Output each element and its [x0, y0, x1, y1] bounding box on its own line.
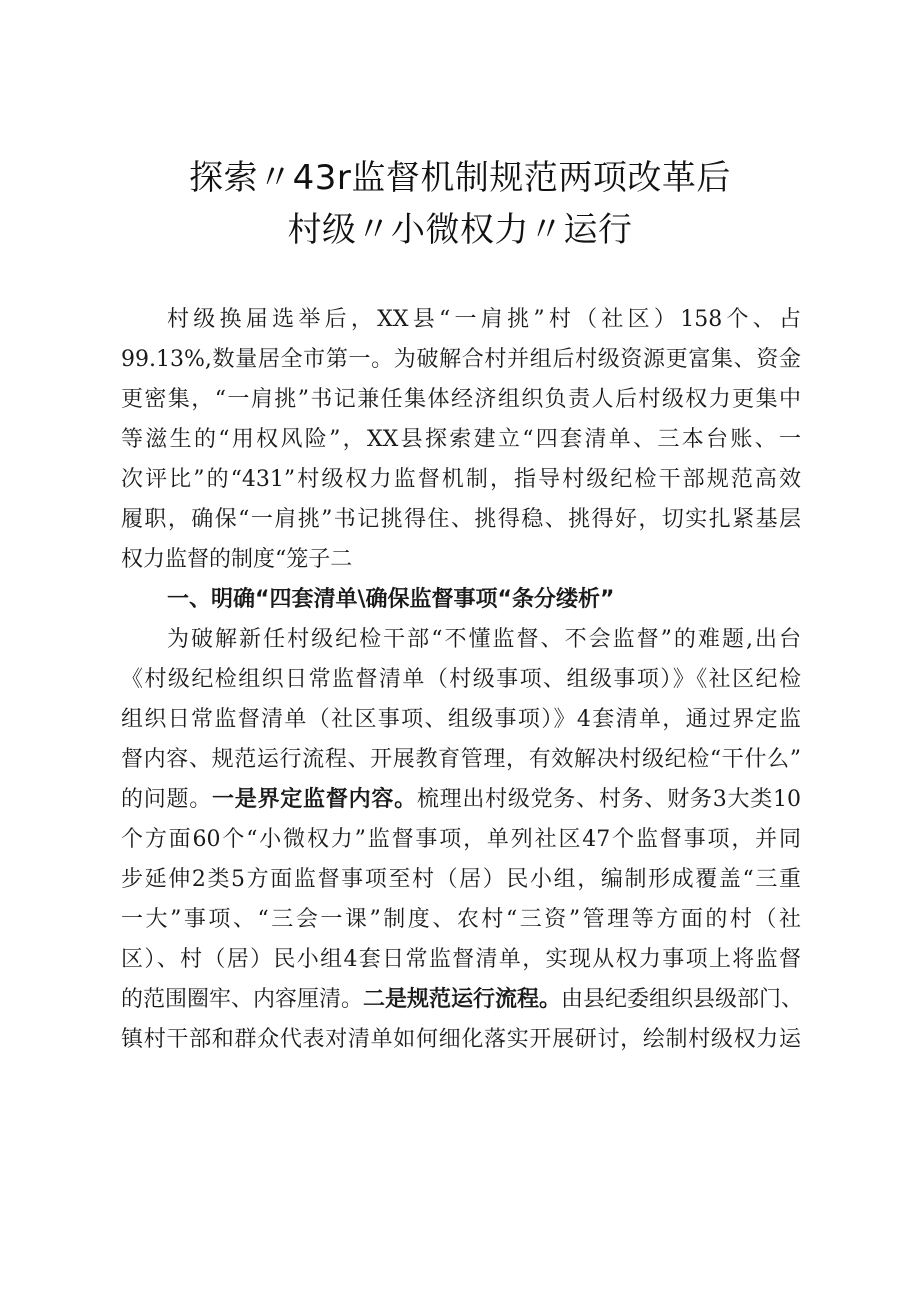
text-run: 的范围圈牢、内容厘清。: [121, 987, 364, 1012]
document-body: [121, 300, 804, 1060]
text-line: 镇村干部和群众代表对清单如何细化落实开展研讨，绘制村级权力运: [121, 1027, 801, 1052]
title-line-1: 探索〃43r监督机制规范两项改革后: [189, 158, 731, 198]
emphasis-run: 一是界定监督内容。: [212, 787, 417, 812]
text-run: 的问题。: [121, 787, 213, 812]
text-line: 村级换届选举后，XX县“一肩挑”村（社区）158个、占: [167, 307, 801, 332]
text-line: 权力监督的制度“笼子二: [121, 547, 353, 572]
document-title: [100, 152, 820, 256]
paragraph-section-1: [121, 620, 804, 1060]
text-line-mixed: [121, 980, 804, 1020]
text-line: 99.13%,数量居全市第一。为破解合村并组后村级资源更富集、资金: [121, 347, 801, 372]
text-run: 梳理出村级党务、村务、财务3大类10: [416, 787, 801, 812]
text-line: 督内容、规范运行流程、开展教育管理，有效解决村级纪检“干什么”: [121, 747, 801, 772]
title-line-2: 村级〃小微权力〃运行: [287, 210, 633, 250]
text-line: 步延伸2类5方面监督事项至村（居）民小组，编制形成覆盖“三重: [121, 867, 801, 892]
text-line: 次评比”的“431”村级权力监督机制，指导村级纪检干部规范高效: [121, 467, 801, 492]
text-line: 组织日常监督清单（社区事项、组级事项）》4套清单，通过界定监: [121, 707, 801, 732]
text-line: 一大”事项、“三会一课”制度、农村“三资”管理等方面的村（社: [121, 907, 801, 932]
text-line: 为破解新任村级纪检干部“不懂监督、不会监督”的难题,出台: [167, 627, 801, 652]
text-line: 区）、村（居）民小组4套日常监督清单，实现从权力事项上将监督: [121, 947, 801, 972]
text-line: 履职，确保“一肩挑”书记挑得住、挑得稳、挑得好，切实扎紧基层: [121, 507, 801, 532]
text-line: 个方面60个“小微权力”监督事项，单列社区47个监督事项，并同: [121, 827, 801, 852]
paragraph-intro: [121, 300, 801, 580]
text-line-mixed: [121, 780, 801, 820]
emphasis-run: 二是规范运行流程。: [363, 987, 562, 1012]
text-run: 由县纪委组织县级部门、: [561, 987, 804, 1012]
text-line: 《村级纪检组织日常监督清单（村级事项、组级事项）》《社区纪检: [121, 667, 801, 692]
text-line: 等滋生的“用权风险”，XX县探索建立“四套清单、三本台账、一: [121, 427, 801, 452]
text-line: 更密集，“一肩挑”书记兼任集体经济组织负责人后村级权力更集中: [121, 387, 801, 412]
section-heading: 一、明确“四套清单\确保监督事项“条分缕析”: [167, 587, 615, 612]
